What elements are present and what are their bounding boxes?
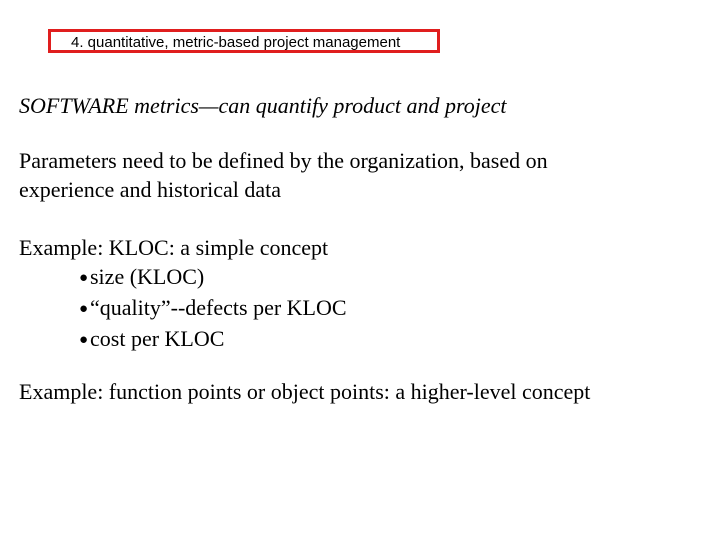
section-header-label: 4. quantitative, metric-based project management (71, 34, 401, 51)
example-kloc: Example: KLOC: a simple concept (19, 235, 329, 260)
example-function-points: Example: function points or object points: a higher-level concept (19, 379, 591, 404)
slide-heading: SOFTWARE metrics—can quantify product and project (19, 93, 507, 118)
parameters-paragraph (19, 146, 548, 204)
bullet-text: “quality”--defects per KLOC (90, 295, 347, 320)
list-item (79, 262, 347, 293)
bullet-text: cost per KLOC (90, 326, 225, 351)
bullet-icon: ● (79, 270, 89, 286)
paragraph-line-1: Parameters need to be defined by the organization, based on (19, 148, 548, 173)
bullet-icon: ● (79, 301, 89, 317)
bullet-icon: ● (79, 332, 89, 348)
kloc-bullet-list (79, 262, 347, 355)
list-item (79, 324, 347, 355)
section-header-box (48, 29, 440, 53)
paragraph-line-2: experience and historical data (19, 177, 282, 202)
bullet-text: size (KLOC) (90, 264, 205, 289)
list-item (79, 293, 347, 324)
